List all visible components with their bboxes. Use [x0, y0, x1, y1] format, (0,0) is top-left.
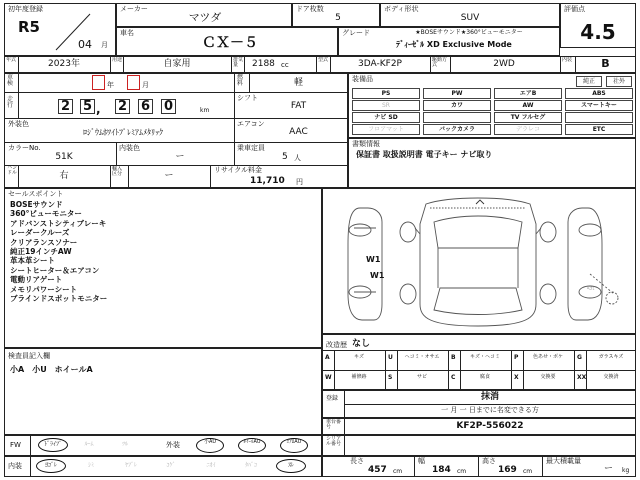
shift-label: シフト: [237, 94, 258, 102]
defect-meaning: 交換済: [603, 374, 619, 380]
unit-cm: cm: [523, 468, 533, 475]
capacity-value: 5: [282, 152, 288, 162]
equipment-item: エアB: [494, 88, 562, 99]
defect-code: P: [514, 354, 519, 361]
documents-title: 書類情報: [352, 140, 380, 148]
odo-digit: 6: [138, 99, 153, 114]
odo-digit: 5: [80, 99, 95, 114]
equipment-item: デラレコ: [494, 124, 562, 135]
doors-value: 5: [335, 13, 341, 23]
ac-value: AAC: [289, 127, 308, 137]
equipment-title: 装備品: [352, 75, 373, 83]
type-label: 型式: [318, 57, 329, 63]
equipment-item: カワ: [423, 100, 491, 111]
grade-value: ﾃﾞｨｰｾﾞﾙ XD Exclusive Mode: [396, 40, 512, 49]
first-reg-label: 初年度登録: [8, 5, 43, 13]
serial-label: シリアル番号: [326, 436, 342, 447]
cc-label: 排気量: [233, 57, 244, 68]
color-label: 外装色: [8, 120, 29, 128]
defect-meaning: ヘコミ・オサエ: [404, 354, 440, 360]
registration-label: 登録: [326, 395, 339, 402]
defect-meaning: キズ・ヘコミ: [470, 354, 500, 360]
defect-code: W: [325, 374, 332, 381]
doors-label: ドア枚数: [296, 5, 324, 13]
defect-meaning: 交換要: [540, 374, 556, 380]
exterior-item: ｴｱﾛAU: [280, 438, 308, 453]
modification-label: 改造歴: [326, 341, 347, 349]
sales-point-item: メモリパワーシート: [10, 284, 78, 294]
recycle-label: リサイクル料金: [214, 166, 263, 174]
equipment-item: ナビ SD: [352, 112, 420, 123]
defect-code: C: [451, 374, 456, 381]
damage-mark: W1: [370, 271, 385, 280]
interior-color-value: ー: [175, 152, 185, 162]
fuel-value: 軽: [293, 78, 303, 88]
fw-item: ﾄﾞﾗｲﾌﾞ: [38, 438, 68, 452]
defect-code: U: [388, 354, 393, 361]
sales-point-item: シートヒーター＆エアコン: [10, 265, 100, 275]
month-unit: 月: [101, 41, 108, 49]
grade-label: グレード: [342, 29, 370, 37]
chassis-value: KF2P-556022: [456, 421, 524, 431]
unit-cm: cm: [393, 468, 403, 475]
height-value: 169: [498, 465, 517, 475]
exterior-item: ﾎｲｰﾙAU: [238, 438, 266, 453]
sales-point-item: 電動リアゲート: [10, 275, 63, 285]
sales-title: セールスポイント: [8, 190, 64, 198]
interior-item: ﾖｺﾞﾚ: [36, 459, 66, 473]
capacity-label: 乗車定員: [237, 144, 265, 152]
use-value: 自家用: [163, 59, 191, 69]
sales-point-item: BOSEサウンド: [10, 200, 63, 209]
odo-sep: ,: [96, 102, 101, 116]
inspector-block: [4, 348, 322, 435]
height-label: 高さ: [482, 457, 496, 465]
import-value: ー: [164, 171, 174, 181]
modification-value: なし: [352, 339, 371, 349]
equipment-item: PW: [423, 88, 491, 99]
equipment-item: TV フルセグ: [494, 112, 562, 123]
fw-item: ﾙｰﾑ: [84, 441, 94, 448]
odo-unit: km: [200, 107, 210, 114]
diagram-legend: ﾍｺﾐ: [587, 286, 595, 292]
interior-value: B: [601, 57, 610, 70]
defect-meaning: 色あせ・ボケ: [532, 354, 563, 360]
year-label: 年式: [6, 57, 17, 63]
maker-value: マツダ: [188, 11, 222, 24]
shaken-year: 年: [107, 81, 114, 89]
grade-note: ★BOSEサウンド★360°ビューモニター: [415, 29, 523, 36]
defect-code: X: [514, 374, 519, 381]
width-value: 184: [432, 465, 451, 475]
interior-item: ｼﾐ: [87, 462, 94, 469]
equipment-item: バックカメラ: [423, 124, 491, 135]
interior-item: ﾔﾌﾞﾚ: [124, 462, 137, 469]
load-value: ー: [604, 464, 614, 474]
fw-exterior-label: 外装: [166, 441, 180, 449]
mileage-label: 走行: [7, 96, 14, 109]
inspector-text: 小A 小U ホイールA: [10, 365, 93, 374]
year-value: 2023年: [48, 59, 80, 69]
int-label: 内装: [8, 462, 22, 470]
body-label: ボディ形状: [384, 5, 419, 13]
unit-cm: cm: [457, 468, 467, 475]
score-value: 4.5: [580, 20, 616, 44]
interior-label: 内装: [562, 57, 573, 63]
defect-code: S: [388, 374, 393, 381]
interior-item: ﾀﾊﾞｺ: [244, 462, 257, 469]
color-value: ﾛｼﾞｳﾑﾎﾜｲﾄﾌﾟﾚﾐｱﾑﾒﾀﾘｯｸ: [83, 128, 163, 137]
equipment-item: ABS: [565, 88, 633, 99]
equipment-item: AW: [494, 100, 562, 111]
chassis-label: 車台番号: [326, 419, 342, 430]
registration-status: 抹消: [480, 392, 499, 402]
shaken-month: 月: [142, 81, 149, 89]
shaken-label: 車検: [7, 74, 14, 87]
badge-aftermarket: 社外: [606, 76, 632, 87]
badge-genuine: 純正: [576, 76, 602, 87]
defect-meaning: キズ: [354, 354, 364, 360]
recycle-unit: 円: [296, 178, 303, 186]
sales-point-item: 革本革シート: [10, 256, 55, 266]
defect-meaning: 腐食: [479, 374, 490, 380]
sales-point-item: アドバンストシティブレーキ: [10, 218, 107, 228]
serial-block: [322, 435, 636, 456]
defect-meaning: ガラスキズ: [598, 354, 624, 360]
exterior-item: 小AU: [196, 438, 224, 453]
fw-label: FW: [10, 441, 21, 449]
fuel-label: 燃料: [237, 74, 244, 87]
drive-value: 2WD: [493, 59, 515, 69]
documents-text: 保証書 取扱説明書 電子キー ナビ取り: [356, 150, 493, 159]
color-no-label: カラーNo.: [8, 144, 41, 152]
ac-label: エアコン: [237, 120, 265, 128]
model-value: ＣＸ－５: [202, 35, 258, 51]
fw-item: ﾂﾙ: [121, 441, 128, 448]
documents-block: [348, 138, 636, 188]
defect-meaning: 補修跡: [351, 374, 367, 380]
sales-point-item: クリアランスソナー: [10, 237, 78, 247]
first-reg-era: R5: [18, 18, 40, 36]
damage-mark: W1: [366, 255, 381, 264]
odo-digit: 2: [115, 99, 130, 114]
equipment-item: フロアマット: [352, 124, 420, 135]
inspector-title: 検査員記入欄: [8, 352, 50, 360]
handle-label: ハンドル: [7, 165, 18, 176]
width-label: 幅: [418, 457, 425, 465]
use-label: 用途: [112, 57, 123, 63]
sales-point-item: 純正19インチAW: [10, 247, 72, 256]
model-label: 車名: [120, 29, 134, 37]
equipment-item: [423, 112, 491, 123]
length-label: 長さ: [350, 457, 364, 465]
cc-value: 2188: [252, 59, 275, 69]
type-value: 3DA-KF2P: [358, 59, 402, 69]
equipment-item: ETC: [565, 124, 633, 135]
load-unit: kg: [622, 467, 630, 474]
odo-digit: 0: [161, 99, 176, 114]
load-label: 最大積載量: [546, 457, 581, 465]
defect-code: G: [577, 354, 582, 361]
interior-item: ｺｹﾞ: [166, 462, 176, 469]
shift-value: FAT: [290, 101, 307, 111]
maker-label: メーカー: [120, 5, 148, 13]
recycle-value: 11,710: [250, 176, 285, 186]
registration-note: 一 月 一 日までに名変できる方: [441, 406, 539, 414]
sales-point-item: レーダークルーズ: [10, 228, 70, 238]
defect-code: A: [325, 354, 330, 361]
length-value: 457: [368, 465, 387, 475]
import-label: 輸入区分: [112, 166, 123, 177]
equipment-item: PS: [352, 88, 420, 99]
capacity-unit: 人: [294, 154, 301, 162]
defect-code: XX: [577, 374, 587, 381]
handle-value: 右: [59, 171, 69, 181]
score-label: 評価点: [564, 5, 585, 13]
interior-item: ｽﾚ: [276, 459, 306, 473]
equipment-item: SR: [352, 100, 420, 111]
sales-point-item: ブラインドスポットモニター: [10, 294, 108, 303]
equipment-item: [565, 112, 633, 123]
body-value: SUV: [460, 13, 480, 23]
equipment-item: スマートキー: [565, 100, 633, 111]
interior-color-label: 内装色: [119, 144, 140, 152]
color-no-value: 51K: [55, 152, 73, 162]
defect-meaning: サビ: [416, 374, 427, 380]
first-reg-month: 04: [78, 38, 92, 51]
defect-code: B: [451, 354, 456, 361]
sales-point-item: 360°ビューモニター: [10, 209, 82, 219]
drive-label: 駆動方式: [432, 57, 448, 68]
cc-unit: cc: [281, 61, 289, 69]
interior-item: ﾆｵｲ: [206, 462, 216, 469]
odo-digit: 2: [58, 99, 73, 114]
